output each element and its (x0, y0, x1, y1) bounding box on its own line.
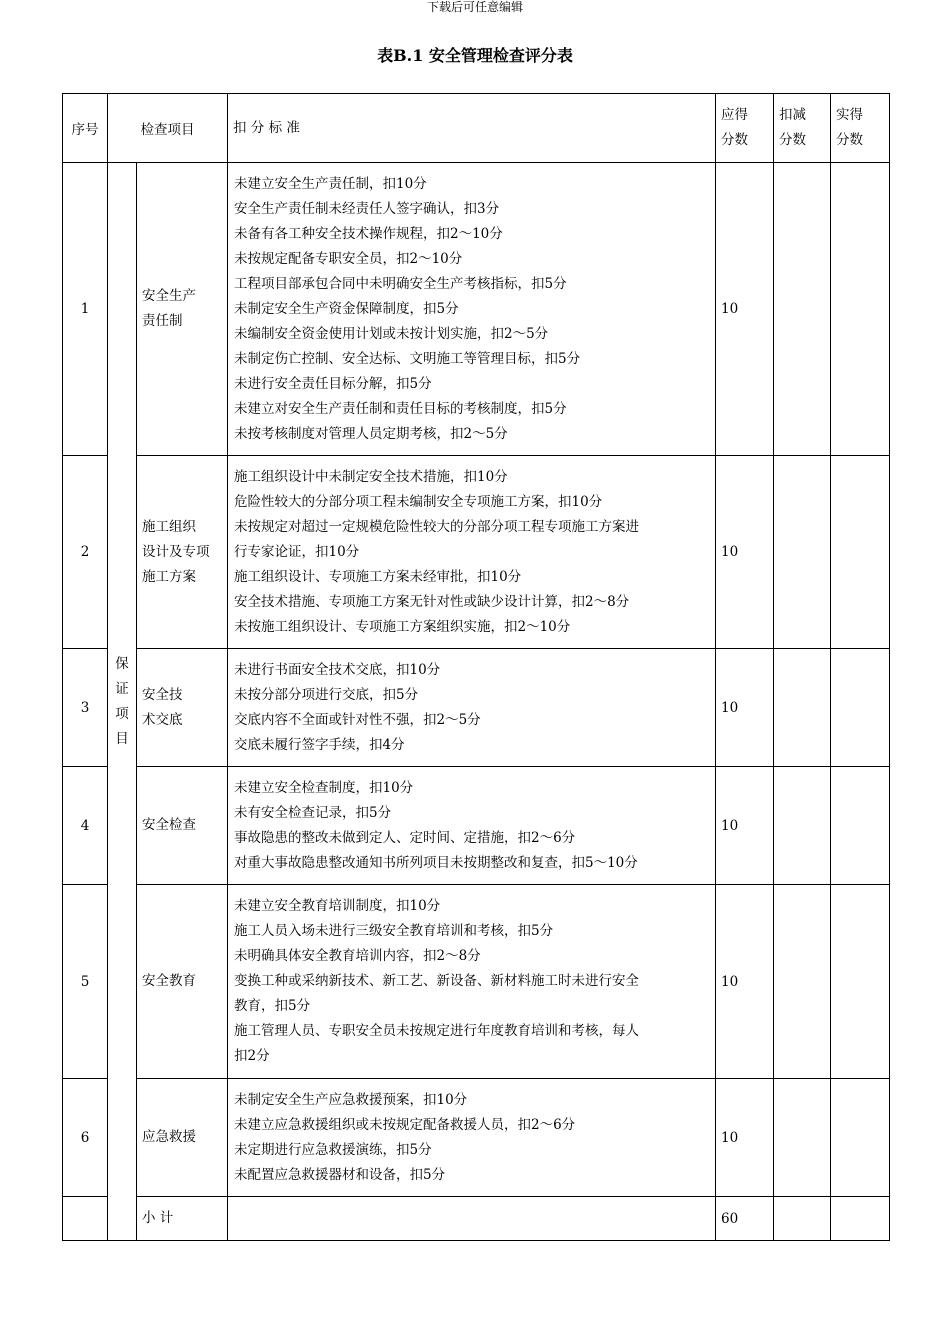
row-criteria (228, 649, 716, 767)
criteria-line: 安全生产责任制未经责任人签字确认，扣3分 (234, 200, 500, 217)
group-label-char: 证 (115, 680, 129, 697)
criteria-line: 未制定安全生产资金保障制度，扣5分 (234, 300, 459, 317)
header-item: 检查项目 (108, 94, 228, 163)
row-seq: 5 (63, 885, 108, 1079)
row-item-line: 安全技 (142, 686, 183, 703)
criteria-line: 扣2分 (234, 1048, 270, 1064)
criteria-line: 未建立对安全生产责任制和责任目标的考核制度，扣5分 (234, 400, 567, 417)
row-full-score: 10 (716, 456, 774, 649)
criteria-line: 未按施工组织设计、专项施工方案组织实施，扣2～10分 (234, 618, 571, 635)
row-item-line: 安全检查 (142, 817, 196, 833)
row-item-line: 施工方案 (142, 568, 196, 585)
row-item (137, 1079, 228, 1197)
row-actual-score (831, 456, 890, 649)
row-seq: 1 (63, 163, 108, 456)
row-full-score: 10 (716, 649, 774, 767)
header-full-score (716, 94, 774, 163)
header-full-score-line: 应得 (721, 107, 748, 123)
row-item (137, 885, 228, 1079)
group-label-char: 目 (115, 730, 129, 747)
criteria-line: 教育，扣5分 (234, 998, 311, 1014)
row-item-line: 设计及专项 (142, 543, 210, 560)
table-row (63, 767, 890, 885)
criteria-line: 施工组织设计中未制定安全技术措施，扣10分 (234, 468, 508, 485)
criteria-line: 未进行书面安全技术交底，扣10分 (234, 661, 441, 678)
criteria-line: 施工人员入场未进行三级安全教育培训和考核，扣5分 (234, 923, 554, 939)
criteria-line: 未制定安全生产应急救援预案，扣10分 (234, 1091, 468, 1108)
row-deduct-score (774, 649, 831, 767)
row-deduct-score (774, 767, 831, 885)
row-item (137, 649, 228, 767)
criteria-line: 未按考核制度对管理人员定期考核，扣2～5分 (234, 425, 508, 442)
table-row (63, 456, 890, 649)
criteria-line: 未建立应急救援组织或未按规定配备救援人员，扣2～6分 (234, 1116, 576, 1133)
row-criteria (228, 456, 716, 649)
row-actual-score (831, 767, 890, 885)
row-full-score: 10 (716, 1079, 774, 1197)
subtotal-criteria (228, 1197, 716, 1241)
criteria-line: 对重大事故隐患整改通知书所列项目未按期整改和复查，扣5～10分 (234, 854, 638, 871)
row-item-line: 术交底 (142, 711, 183, 728)
row-item-line: 责任制 (142, 313, 183, 329)
criteria-line: 工程项目部承包合同中未明确安全生产考核指标，扣5分 (234, 275, 567, 292)
row-deduct-score (774, 456, 831, 649)
row-item-line: 安全教育 (142, 973, 196, 989)
group-label (108, 163, 137, 1241)
row-criteria (228, 1079, 716, 1197)
criteria-line: 未配置应急救援器材和设备，扣5分 (234, 1166, 446, 1183)
row-actual-score (831, 1079, 890, 1197)
page-header: 下载后可任意编辑 (426, 0, 523, 14)
header-seq: 序号 (63, 94, 108, 163)
row-item (137, 767, 228, 885)
table-row (63, 1079, 890, 1197)
header-actual-line: 分数 (836, 132, 863, 148)
header-actual-line: 实得 (836, 107, 863, 123)
row-deduct-score (774, 163, 831, 456)
criteria-line: 未建立安全检查制度，扣10分 (234, 779, 414, 796)
subtotal-actual-score (831, 1197, 890, 1241)
criteria-line: 事故隐患的整改未做到定人、定时间、定措施，扣2～6分 (234, 829, 576, 846)
row-criteria (228, 767, 716, 885)
row-full-score: 10 (716, 885, 774, 1079)
row-seq: 2 (63, 456, 108, 649)
header-full-score-line: 分数 (721, 132, 748, 148)
row-seq: 3 (63, 649, 108, 767)
group-label-char: 保 (115, 655, 129, 672)
header-deduct (774, 94, 831, 163)
criteria-line: 施工管理人员、专职安全员未按规定进行年度教育培训和考核，每人 (234, 1023, 639, 1039)
criteria-line: 未明确具体安全教育培训内容，扣2～8分 (234, 948, 481, 964)
header-actual (831, 94, 890, 163)
page-title: 表B.1 安全管理检查评分表 (377, 46, 573, 65)
row-seq: 6 (63, 1079, 108, 1197)
row-full-score: 10 (716, 163, 774, 456)
row-item-line: 安全生产 (142, 288, 196, 304)
row-item-line: 施工组织 (142, 518, 196, 535)
criteria-line: 施工组织设计、专项施工方案未经审批，扣10分 (234, 568, 522, 585)
table-row (63, 885, 890, 1079)
row-full-score: 10 (716, 767, 774, 885)
criteria-line: 未有安全检查记录，扣5分 (234, 804, 392, 821)
criteria-line: 未备有各工种安全技术操作规程，扣2～10分 (234, 225, 503, 242)
score-table (62, 93, 890, 1241)
row-deduct-score (774, 1079, 831, 1197)
subtotal-deduct-score (774, 1197, 831, 1241)
criteria-line: 未按规定对超过一定规模危险性较大的分部分项工程专项施工方案进 (234, 518, 639, 535)
header-deduct-line: 分数 (779, 132, 806, 148)
row-deduct-score (774, 885, 831, 1079)
criteria-line: 未按规定配备专职安全员，扣2～10分 (234, 250, 463, 267)
criteria-line: 危险性较大的分部分项工程未编制安全专项施工方案，扣10分 (234, 493, 603, 510)
group-label-char: 项 (115, 705, 129, 722)
subtotal-seq (63, 1197, 108, 1241)
header-row (63, 94, 890, 163)
row-item-line: 应急救援 (142, 1129, 196, 1145)
row-item (137, 163, 228, 456)
row-criteria (228, 885, 716, 1079)
table-row (63, 649, 890, 767)
criteria-line: 未进行安全责任目标分解，扣5分 (234, 375, 432, 392)
subtotal-row (63, 1197, 890, 1241)
subtotal-full-score: 60 (716, 1197, 774, 1241)
row-item (137, 456, 228, 649)
criteria-line: 未按分部分项进行交底，扣5分 (234, 686, 419, 703)
criteria-line: 安全技术措施、专项施工方案无针对性或缺少设计计算，扣2～8分 (234, 593, 630, 610)
criteria-line: 未建立安全教育培训制度，扣10分 (234, 898, 441, 914)
header-criteria: 扣 分 标 准 (228, 94, 716, 163)
criteria-line: 交底内容不全面或针对性不强，扣2～5分 (234, 711, 481, 728)
criteria-line: 未定期进行应急救援演练，扣5分 (234, 1141, 432, 1158)
criteria-line: 变换工种或采纳新技术、新工艺、新设备、新材料施工时未进行安全 (234, 973, 639, 989)
criteria-line: 未编制安全资金使用计划或未按计划实施，扣2～5分 (234, 325, 549, 342)
criteria-line: 未建立安全生产责任制，扣10分 (234, 175, 427, 192)
row-actual-score (831, 885, 890, 1079)
criteria-line: 行专家论证，扣10分 (234, 543, 360, 560)
row-seq: 4 (63, 767, 108, 885)
header-deduct-line: 扣减 (779, 107, 806, 123)
subtotal-label: 小 计 (137, 1197, 228, 1241)
row-actual-score (831, 163, 890, 456)
criteria-line: 交底未履行签字手续，扣4分 (234, 736, 405, 753)
row-actual-score (831, 649, 890, 767)
row-criteria (228, 163, 716, 456)
table-row (63, 163, 890, 456)
criteria-line: 未制定伤亡控制、安全达标、文明施工等管理目标，扣5分 (234, 350, 581, 367)
